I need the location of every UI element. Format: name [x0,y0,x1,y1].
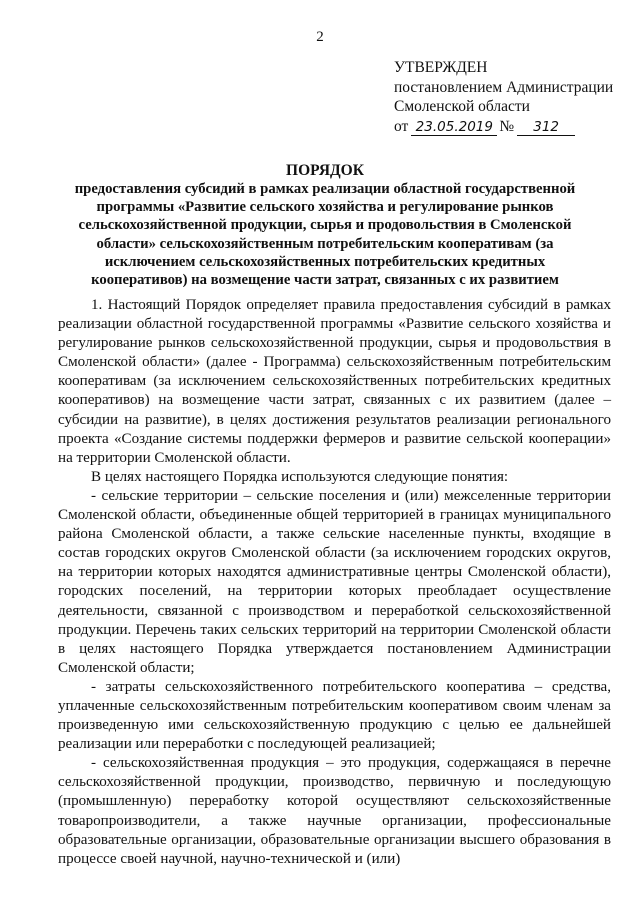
approval-heading: УТВЕРЖДЕН [394,59,488,76]
handwritten-date: 23.05.2019 [411,120,497,136]
document-title: ПОРЯДОК [286,162,364,179]
approval-line-resolution: постановлением Администрации [394,78,614,96]
approval-line-region: Смоленской области [394,98,530,115]
handwritten-number: 312 [517,120,575,136]
approval-stamp-block [394,58,626,136]
approval-date-number-line [394,117,626,137]
page-number: 2 [316,29,324,45]
document-subtitle: предоставления субсидий в рамках реализации областной государственной программы «Развитие сельского хозяйства и регулирование рынков сельскохозяйственной продукции, сырья и продовольствия в Смоленской области» сельскохозяйственным потребительским кооперативам (за исключением сельскохозяйственных потребительских кредитных кооперативов) на возмещение части затрат, связанных с их развитием [74,181,576,289]
approval-from-label: от [394,117,409,135]
paragraph-5: - сельскохозяйственная продукция – это продукция, содержащаяся в перечне сельскохозяйственной продукции, производство, первичную и последующую (промышленную) переработку которой осуществляют сельскохозяйственные товаропроизводители, а также научные организации, профессиональные образовательные организации, образовательные организации высшего образования в процессе своей научной, научно-технической и (или) [58,755,611,867]
approval-number-sign: № [499,117,515,135]
document-body [58,296,611,869]
paragraph-1: 1. Настоящий Порядок определяет правила предоставления субсидий в рамках реализации областной государственной программы «Развитие сельского хозяйства и регулирование рынков сельскохозяйственной продукции, сырья и продовольствия в Смоленской области» (далее - Программа) сельскохозяйственным потребительским кооперативам (за исключением сельскохозяйственных потребительских кредитных кооперативов) на возмещение части затрат, связанных с их развитием (далее – субсидии на развитие), в целях достижения результатов реализации регионального проекта «Создание системы поддержки фермеров и развитие сельской кооперации» на территории Смоленской области. [58,297,611,466]
paragraph-3: - сельские территории – сельские поселения и (или) межселенные территории Смоленской области, объединенные общей территорией в границах муниципального района Смоленской области, а также сельские населенные пункты, входящие в состав городских округов Смоленской области (за исключением городских округов, на территории которых находятся административные центры Смоленской области), городских поселений, на территории которых преобладает осуществление деятельности, связанной с производством и переработкой сельскохозяйственной продукции. Перечень таких сельских территорий на территории Смоленской области в целях настоящего Порядка утверждается постановлением Администрации Смоленской области; [58,487,611,676]
paragraph-4: - затраты сельскохозяйственного потребительского кооператива – средства, уплаченные сельскохозяйственным потребительским кооперативом своим членам за произведенную ими сельскохозяйственную продукцию с целью ее дальнейшей реализации или переработки с последующей реализацией; [58,678,611,753]
paragraph-2: В целях настоящего Порядка используются следующие понятия: [91,468,509,485]
